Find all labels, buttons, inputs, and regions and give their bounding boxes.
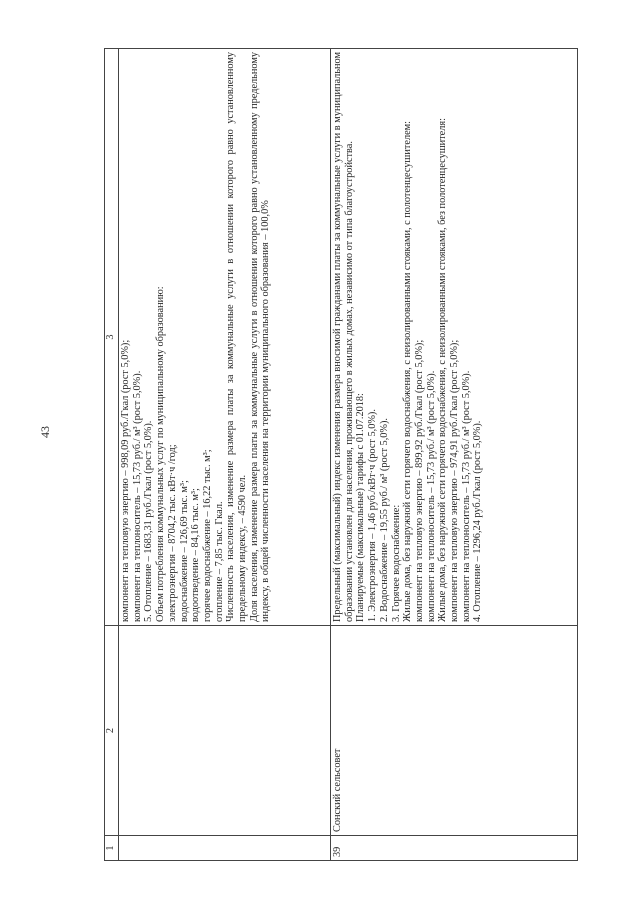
text-line: компонент на тепловую энергию – 974,91 руб./Гкал (рост 5,0%);	[449, 339, 461, 622]
text-line: 2. Водоснабжение – 19,55 руб./ м³ (рост 5,0%).	[378, 417, 390, 622]
text-line: компонент на тепловую энергию – 899,92 руб./Гкал (рост 5,0%);	[413, 339, 425, 622]
table-header-row	[105, 49, 119, 861]
tariff-description-cell	[331, 49, 578, 626]
text-paragraph: Жилые дома, без наружной сети горячего водоснабжения, с неизолированными стояками, без полотенцесушителя:	[437, 118, 449, 622]
text-line: компонент на теплоноситель – 15,73 руб./ м³ (рост 5,0%).	[425, 370, 437, 622]
text-line: компонент на тепловую энергию – 998,09 руб./Гкал (рост 5,0%);	[120, 339, 131, 622]
table-row	[119, 49, 331, 861]
text-line: Планируемые (максимальные) тарифы с 01.07.2018:	[355, 393, 367, 622]
municipality-cell	[119, 626, 331, 836]
text-paragraph: Численность населения, изменение размера платы за коммунальные услуги в отношении которого равно установленному предельному индексу, – 4590 чел.	[225, 52, 249, 622]
text-line: 5. Отопление – 1683,31 руб./Гкал (рост 5,0%).	[143, 420, 155, 622]
municipality-cell: Сонский сельсовет	[331, 626, 578, 836]
text-line: водоснабжение – 126,69 тыс. м³;	[178, 480, 190, 622]
page-number: 43	[38, 426, 52, 438]
rotated-table-container	[104, 49, 578, 861]
text-paragraph: Жилые дома, без наружной сети горячего водоснабжения, с неизолированными стояками, с полотенцесушителем:	[402, 120, 414, 622]
tariff-description-cell	[119, 49, 331, 626]
column-header: 3	[105, 49, 119, 626]
text-line: 3. Горячее водоснабжение:	[390, 504, 402, 622]
text-line: электроэнергия – 8704,2 тыс. кВт·ч /год;	[166, 444, 178, 622]
text-line: Объем потребления коммунальных услуг по муниципальному образованию:	[155, 286, 167, 622]
text-line: компонент на теплоноситель – 15,73 руб./ м³ (рост 5,0%).	[131, 370, 143, 622]
text-line: горячее водоснабжение – 16,22 тыс. м³;	[201, 449, 213, 622]
column-header: 2	[105, 626, 119, 836]
tariff-table	[104, 48, 578, 861]
column-header: 1	[105, 836, 119, 861]
text-line: отопление – 7,85 тыс. Гкал.	[213, 501, 225, 622]
row-number-cell: 39	[331, 836, 578, 861]
table-row	[331, 49, 578, 861]
text-line: водоотведение – 84,16 тыс. м³;	[190, 488, 202, 622]
text-line: 1. Электроэнергия – 1,46 руб./кВт·ч (рост 5,0%).	[367, 409, 379, 622]
text-line: 4. Отопление – 1296,24 руб./Гкал (рост 5,0%).	[472, 420, 484, 622]
text-paragraph: Предельный (максимальный) индекс изменения размера вносимой гражданами платы за коммунальные услуги в муниципальном образовании установлен для населения, проживающего в жилых домах, независимо от типа благоустройства.	[332, 52, 355, 622]
row-number-cell	[119, 836, 331, 861]
text-paragraph: Доля населения, изменение размера платы за коммунальные услуги в отношении которого равно установленному предельному индексу, в общей численности населения на территории муниципального образования – 100,0%	[248, 52, 272, 622]
text-line: компонент на теплоноситель – 15,73 руб./ м³ (рост 5,0%).	[460, 370, 472, 622]
